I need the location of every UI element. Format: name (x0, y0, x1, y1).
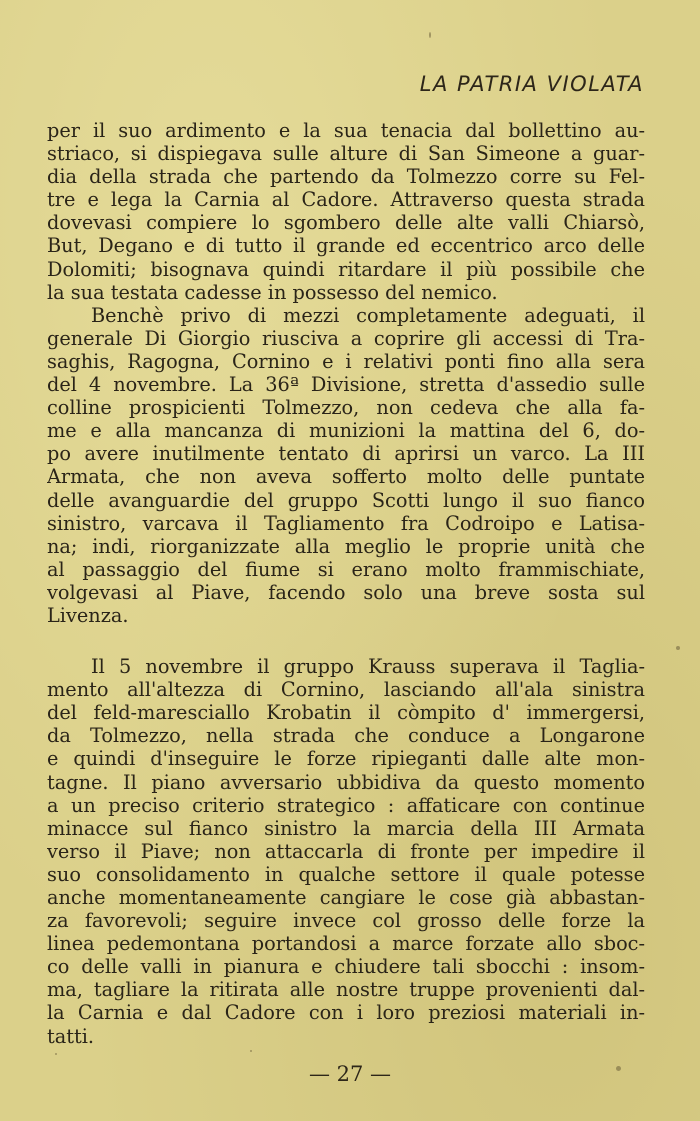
text-line: za favorevoli; seguire invece col grosso delle forze la (47, 909, 645, 933)
text-line: da Tolmezzo, nella strada che conduce a Longarone (47, 724, 645, 748)
text-line: But, Degano e di tutto il grande ed eccentrico arco delle (47, 234, 645, 258)
paper-speck (616, 1066, 621, 1071)
text-line: al passaggio del fiume si erano molto frammischiate, (47, 557, 645, 581)
paper-speck (676, 646, 680, 650)
paragraph-3 (47, 655, 645, 1048)
text-line: Armata, che non aveva sofferto molto delle puntate (47, 465, 645, 489)
text-line: volgevasi al Piave, facendo solo una breve sosta sul (47, 580, 645, 604)
text-line: Livenza. (47, 603, 129, 627)
text-line: sinistro, varcava il Tagliamento fra Codroipo e Latisa- (47, 511, 645, 535)
paper-speck (429, 32, 431, 38)
text-line: minacce sul fianco sinistro la marcia della III Armata (47, 816, 645, 840)
text-line: anche momentaneamente cangiare le cose già abbastan- (47, 886, 645, 909)
page-number: — 27 — (308, 1062, 392, 1086)
text-line: linea pedemontana portandosi a marce forzate allo sboc- (47, 932, 645, 956)
text-line: saghis, Ragogna, Cornino e i relativi ponti fino alla sera (47, 349, 645, 373)
text-line: dovevasi compiere lo sgombero delle alte valli Chiarsò, (47, 211, 645, 235)
text-line: mento all'altezza di Cornino, lasciando all'ala sinistra (47, 678, 645, 702)
text-line: la sua testata cadesse in possesso del nemico. (47, 280, 498, 304)
text-line: colline prospicienti Tolmezzo, non cedeva che alla fa- (47, 396, 645, 420)
paper-speck (250, 1050, 252, 1052)
text-line: a un preciso criterio strategico : affaticare con continue (47, 793, 645, 817)
text-line: tagne. Il piano avversario ubbidiva da questo momento (47, 770, 645, 794)
text-line: delle avanguardie del gruppo Scotti lungo il suo fianco (47, 488, 645, 512)
running-title: LA PATRIA VIOLATA (419, 72, 644, 96)
text-line: striaco, si dispiegava sulle alture di San Simeone a guar- (47, 142, 645, 166)
paragraph-2 (47, 304, 645, 627)
text-line: po avere inutilmente tentato di aprirsi un varco. La III (47, 442, 645, 466)
paragraph-1 (47, 119, 645, 304)
text-line: per il suo ardimento e la sua tenacia dal bollettino au- (47, 119, 645, 142)
text-line: dia della strada che partendo da Tolmezzo corre su Fel- (47, 165, 645, 189)
text-line: la Carnia e dal Cadore con i loro preziosi materiali in- (47, 1001, 645, 1025)
text-line: tatti. (47, 1024, 95, 1048)
text-line: Dolomiti; bisognava quindi ritardare il più possibile che (47, 257, 645, 281)
text-line: co delle valli in pianura e chiudere tali sbocchi : insom- (47, 955, 645, 979)
text-line: suo consolidamento in qualche settore il quale potesse (47, 862, 645, 886)
paragraph-gap (47, 627, 645, 655)
text-line: e quindi d'inseguire le forze ripieganti dalle alte mon- (47, 747, 645, 771)
text-line: ma, tagliare la ritirata alle nostre truppe provenienti dal- (47, 978, 645, 1002)
text-line: na; indi, riorganizzate alla meglio le proprie unità che (47, 534, 645, 558)
text-line: generale Di Giorgio riusciva a coprire gli accessi di Tra- (47, 326, 645, 350)
text-line: del feld-maresciallo Krobatin il còmpito d' immergersi, (47, 701, 645, 725)
text-line: Il 5 novembre il gruppo Krauss superava il Taglia- (91, 655, 645, 679)
text-line: tre e lega la Carnia al Cadore. Attraverso questa strada (47, 188, 645, 212)
paper-speck (55, 1053, 57, 1055)
text-line: Benchè privo di mezzi completamente adeguati, il (91, 303, 645, 327)
text-line: del 4 novembre. La 36ª Divisione, stretta d'assedio sulle (47, 373, 645, 397)
text-line: me e alla mancanza di munizioni la mattina del 6, do- (47, 419, 645, 443)
body-text (47, 119, 645, 1048)
text-line: verso il Piave; non attaccarla di fronte per impedire il (47, 839, 645, 863)
